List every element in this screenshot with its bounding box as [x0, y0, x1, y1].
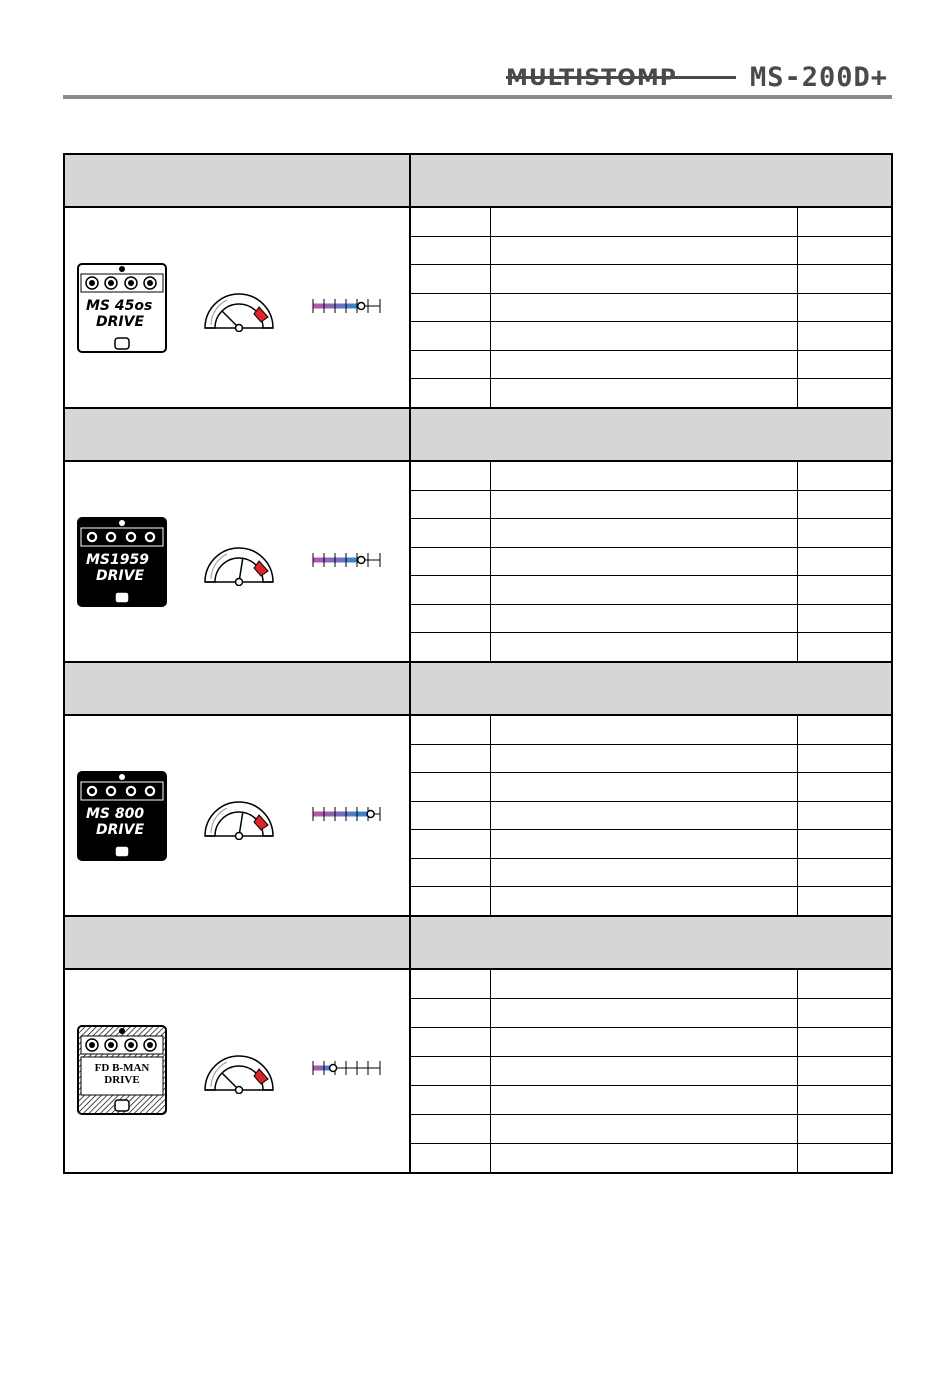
- param-explanation-cell: [491, 605, 798, 633]
- param-range-cell: [798, 379, 891, 407]
- gauge-pivot: [236, 325, 243, 332]
- param-name-cell: [411, 859, 491, 887]
- effect-illustration-cell: [65, 716, 411, 915]
- param-range-cell: [798, 887, 891, 915]
- param-range-cell: [798, 462, 891, 490]
- table-row: [411, 970, 891, 999]
- pedal-label-line: MS1959: [86, 552, 149, 568]
- knob-center-icon: [89, 280, 95, 286]
- knob-center-icon: [147, 1042, 153, 1048]
- table-row: [411, 1057, 891, 1086]
- slider-fill: [313, 304, 361, 309]
- table-row: [411, 322, 891, 351]
- effect-description-cell: [411, 663, 891, 714]
- pedal-label-line: DRIVE: [104, 1074, 140, 1086]
- gauge-pivot: [236, 579, 243, 586]
- pedal-label-line: MS 800: [86, 806, 145, 822]
- effect-description-cell: [411, 409, 891, 460]
- param-name-cell: [411, 491, 491, 519]
- effect-name-cell: [65, 663, 411, 714]
- param-range-cell: [798, 1144, 891, 1172]
- effect-block-fd-bman-drive: [63, 915, 893, 1174]
- param-name-cell: [411, 773, 491, 801]
- param-explanation-cell: [491, 294, 798, 322]
- param-explanation-cell: [491, 351, 798, 379]
- gauge-pivot: [236, 1087, 243, 1094]
- param-explanation-cell: [491, 237, 798, 265]
- param-explanation-cell: [491, 970, 798, 998]
- table-row: [411, 1028, 891, 1057]
- table-row: [411, 605, 891, 634]
- knob-center-icon: [89, 1042, 95, 1048]
- param-name-cell: [411, 745, 491, 773]
- param-explanation-cell: [491, 379, 798, 407]
- param-explanation-cell: [491, 519, 798, 547]
- param-name-cell: [411, 379, 491, 407]
- param-explanation-cell: [491, 462, 798, 490]
- param-range-cell: [798, 519, 891, 547]
- gain-gauge-icon: [203, 544, 275, 586]
- pedal-icon: [76, 770, 168, 862]
- table-row: [411, 237, 891, 266]
- param-explanation-cell: [491, 548, 798, 576]
- param-name-cell: [411, 887, 491, 915]
- multistomp-logo: [506, 63, 736, 93]
- param-name-cell: [411, 1057, 491, 1085]
- knob-center-icon: [128, 280, 134, 286]
- slider-knob: [330, 1065, 337, 1072]
- effect-block-ms800-drive: [63, 661, 893, 915]
- pedal-label-line: DRIVE: [96, 822, 145, 838]
- pedal-label-line: MS 45os: [86, 298, 153, 314]
- param-range-cell: [798, 322, 891, 350]
- param-range-cell: [798, 633, 891, 661]
- param-range-cell: [798, 716, 891, 744]
- effect-header-row: [63, 407, 893, 460]
- knob-center-icon: [108, 1042, 114, 1048]
- param-name-cell: [411, 1028, 491, 1056]
- slider-knob: [358, 303, 365, 310]
- param-range-cell: [798, 1028, 891, 1056]
- effect-header-row: [63, 661, 893, 714]
- param-name-cell: [411, 237, 491, 265]
- effect-header-row: [63, 153, 893, 206]
- param-range-cell: [798, 491, 891, 519]
- param-name-cell: [411, 208, 491, 236]
- effect-illustration-cell: [65, 462, 411, 661]
- slider-fill: [313, 558, 361, 563]
- parameter-table: [411, 208, 891, 407]
- param-range-cell: [798, 265, 891, 293]
- param-name-cell: [411, 294, 491, 322]
- pedal-label-line: DRIVE: [96, 568, 145, 584]
- param-explanation-cell: [491, 716, 798, 744]
- param-name-cell: [411, 830, 491, 858]
- table-row: [411, 802, 891, 831]
- effect-illustration-cell: [65, 208, 411, 407]
- param-name-cell: [411, 716, 491, 744]
- param-name-cell: [411, 462, 491, 490]
- tone-slider-icon: [310, 804, 384, 824]
- param-name-cell: [411, 999, 491, 1027]
- pedal-icon: [76, 1024, 168, 1116]
- led-icon: [119, 1028, 125, 1034]
- param-name-cell: [411, 970, 491, 998]
- knob-center-icon: [89, 788, 95, 794]
- param-range-cell: [798, 548, 891, 576]
- knob-center-icon: [108, 788, 114, 794]
- model-name: MS-200D+: [749, 62, 888, 93]
- gain-gauge-icon: [203, 798, 275, 840]
- param-range-cell: [798, 576, 891, 604]
- parameter-table: [411, 716, 891, 915]
- header-rule: [63, 95, 892, 99]
- parameter-table: [411, 462, 891, 661]
- table-row: [411, 999, 891, 1028]
- param-explanation-cell: [491, 576, 798, 604]
- footswitch-icon: [115, 846, 129, 857]
- param-explanation-cell: [491, 999, 798, 1027]
- table-row: [411, 830, 891, 859]
- effect-description-cell: [411, 155, 891, 206]
- knob-center-icon: [128, 788, 134, 794]
- param-explanation-cell: [491, 1057, 798, 1085]
- param-range-cell: [798, 1086, 891, 1114]
- footswitch-icon: [115, 1100, 129, 1111]
- param-range-cell: [798, 999, 891, 1027]
- param-name-cell: [411, 802, 491, 830]
- table-row: [411, 576, 891, 605]
- page-header: [0, 0, 950, 110]
- table-row: [411, 1115, 891, 1144]
- param-explanation-cell: [491, 773, 798, 801]
- param-explanation-cell: [491, 1086, 798, 1114]
- table-row: [411, 1144, 891, 1172]
- effect-body-row: [63, 460, 893, 661]
- param-range-cell: [798, 802, 891, 830]
- effect-block-ms1959-drive: [63, 407, 893, 661]
- param-explanation-cell: [491, 830, 798, 858]
- param-explanation-cell: [491, 1028, 798, 1056]
- table-row: [411, 294, 891, 323]
- pedal-label-line: FD B-MAN: [94, 1062, 150, 1074]
- param-explanation-cell: [491, 859, 798, 887]
- param-range-cell: [798, 605, 891, 633]
- knob-center-icon: [89, 534, 95, 540]
- table-row: [411, 859, 891, 888]
- param-range-cell: [798, 970, 891, 998]
- knob-center-icon: [128, 1042, 134, 1048]
- table-row: [411, 887, 891, 915]
- param-name-cell: [411, 265, 491, 293]
- led-icon: [119, 266, 125, 272]
- table-row: [411, 208, 891, 237]
- knob-center-icon: [108, 534, 114, 540]
- param-range-cell: [798, 859, 891, 887]
- param-explanation-cell: [491, 265, 798, 293]
- param-explanation-cell: [491, 1115, 798, 1143]
- table-row: [411, 351, 891, 380]
- pedal-icon: [76, 262, 168, 354]
- param-range-cell: [798, 294, 891, 322]
- effect-name-cell: [65, 917, 411, 968]
- knob-center-icon: [108, 280, 114, 286]
- effect-description-cell: [411, 917, 891, 968]
- table-row: [411, 462, 891, 491]
- param-explanation-cell: [491, 1144, 798, 1172]
- gain-gauge-icon: [203, 290, 275, 332]
- param-name-cell: [411, 322, 491, 350]
- led-icon: [119, 774, 125, 780]
- tone-slider-icon: [310, 296, 384, 316]
- param-range-cell: [798, 237, 891, 265]
- pedal-icon: [76, 516, 168, 608]
- footswitch-icon: [115, 338, 129, 349]
- effect-body-row: [63, 968, 893, 1174]
- parameter-table: [411, 970, 891, 1172]
- led-icon: [119, 520, 125, 526]
- param-name-cell: [411, 1086, 491, 1114]
- knob-center-icon: [128, 534, 134, 540]
- footswitch-icon: [115, 592, 129, 603]
- slider-knob: [358, 557, 365, 564]
- knob-center-icon: [147, 280, 153, 286]
- table-row: [411, 548, 891, 577]
- effect-name-cell: [65, 409, 411, 460]
- effect-body-row: [63, 714, 893, 915]
- param-range-cell: [798, 773, 891, 801]
- param-explanation-cell: [491, 208, 798, 236]
- effect-block-ms45os-drive: [63, 153, 893, 407]
- tone-slider-icon: [310, 1058, 384, 1078]
- table-row: [411, 633, 891, 661]
- param-name-cell: [411, 576, 491, 604]
- param-explanation-cell: [491, 633, 798, 661]
- param-explanation-cell: [491, 491, 798, 519]
- param-explanation-cell: [491, 887, 798, 915]
- table-row: [411, 519, 891, 548]
- table-row: [411, 491, 891, 520]
- table-row: [411, 1086, 891, 1115]
- brand-text: MULTISTOMP: [505, 65, 677, 91]
- param-range-cell: [798, 1057, 891, 1085]
- param-name-cell: [411, 1144, 491, 1172]
- effect-header-row: [63, 915, 893, 968]
- effect-illustration-cell: [65, 970, 411, 1172]
- table-row: [411, 745, 891, 774]
- pedal-label-line: DRIVE: [96, 314, 145, 330]
- table-row: [411, 773, 891, 802]
- effects-table: [63, 153, 893, 1174]
- table-row: [411, 379, 891, 407]
- param-name-cell: [411, 519, 491, 547]
- product-logo: [506, 62, 888, 93]
- knob-center-icon: [147, 534, 153, 540]
- param-range-cell: [798, 830, 891, 858]
- tone-slider-icon: [310, 550, 384, 570]
- gauge-pivot: [236, 833, 243, 840]
- param-range-cell: [798, 745, 891, 773]
- param-name-cell: [411, 605, 491, 633]
- effect-body-row: [63, 206, 893, 407]
- effect-name-cell: [65, 155, 411, 206]
- table-row: [411, 265, 891, 294]
- param-explanation-cell: [491, 745, 798, 773]
- slider-fill: [313, 812, 371, 817]
- param-name-cell: [411, 1115, 491, 1143]
- param-range-cell: [798, 351, 891, 379]
- param-name-cell: [411, 633, 491, 661]
- param-range-cell: [798, 208, 891, 236]
- param-name-cell: [411, 351, 491, 379]
- param-name-cell: [411, 548, 491, 576]
- slider-knob: [367, 811, 374, 818]
- table-row: [411, 716, 891, 745]
- knob-center-icon: [147, 788, 153, 794]
- gain-gauge-icon: [203, 1052, 275, 1094]
- param-range-cell: [798, 1115, 891, 1143]
- param-explanation-cell: [491, 322, 798, 350]
- param-explanation-cell: [491, 802, 798, 830]
